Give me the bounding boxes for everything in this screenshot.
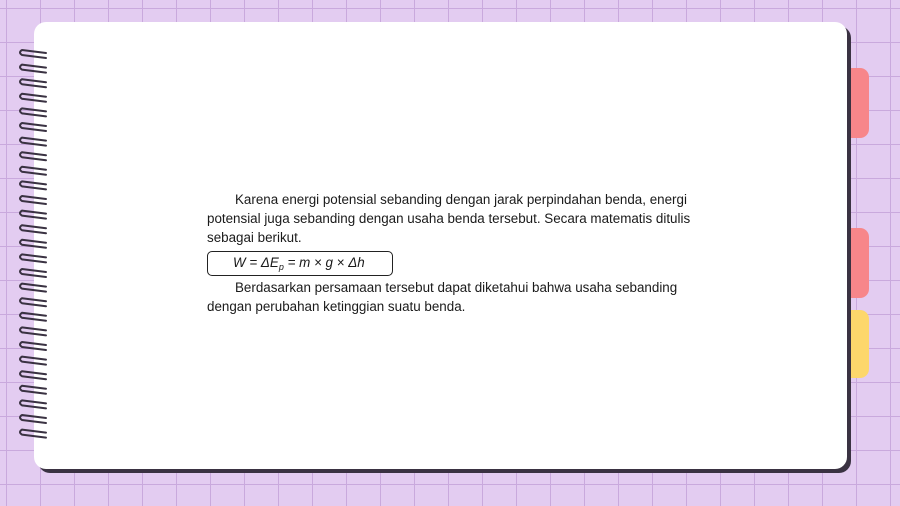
spiral-ring-icon <box>20 94 46 102</box>
spiral-ring-icon <box>20 65 46 73</box>
spiral-ring-icon <box>20 313 46 321</box>
spiral-ring-icon <box>20 415 46 423</box>
equation-box <box>207 251 393 276</box>
slide-content <box>207 190 697 316</box>
spiral-ring-icon <box>20 400 46 408</box>
spiral-ring-icon <box>20 342 46 350</box>
spiral-ring-icon <box>20 152 46 160</box>
spiral-ring-icon <box>20 254 46 262</box>
spiral-ring-icon <box>20 108 46 116</box>
spiral-ring-icon <box>20 240 46 248</box>
spiral-ring-icon <box>20 196 46 204</box>
spiral-ring-icon <box>20 371 46 379</box>
spiral-ring-icon <box>20 138 46 146</box>
equation-lhs: W = ΔE <box>233 255 279 270</box>
spiral-ring-icon <box>20 298 46 306</box>
spiral-ring-icon <box>20 79 46 87</box>
spiral-ring-icon <box>20 430 46 438</box>
spiral-binding-icon <box>16 46 56 446</box>
spiral-ring-icon <box>20 225 46 233</box>
spiral-ring-icon <box>20 284 46 292</box>
paragraph-conclusion: Berdasarkan persamaan tersebut dapat diketahui bahwa usaha sebanding dengan perubahan ketinggian suatu benda. <box>207 280 678 314</box>
equation-rhs: = m × g × Δh <box>283 255 365 270</box>
equation-subscript: p <box>278 262 284 272</box>
spiral-ring-icon <box>20 357 46 365</box>
spiral-ring-icon <box>20 123 46 131</box>
spiral-ring-icon <box>20 386 46 394</box>
spiral-ring-icon <box>20 181 46 189</box>
spiral-ring-icon <box>20 50 46 58</box>
spiral-ring-icon <box>20 167 46 175</box>
spiral-ring-icon <box>20 269 46 277</box>
spiral-ring-icon <box>20 211 46 219</box>
spiral-ring-icon <box>20 327 46 335</box>
paragraph-intro: Karena energi potensial sebanding dengan jarak perpindahan benda, energi potensial juga sebanding dengan usaha benda tersebut. Secara matematis ditulis sebagai berikut. <box>207 192 691 245</box>
